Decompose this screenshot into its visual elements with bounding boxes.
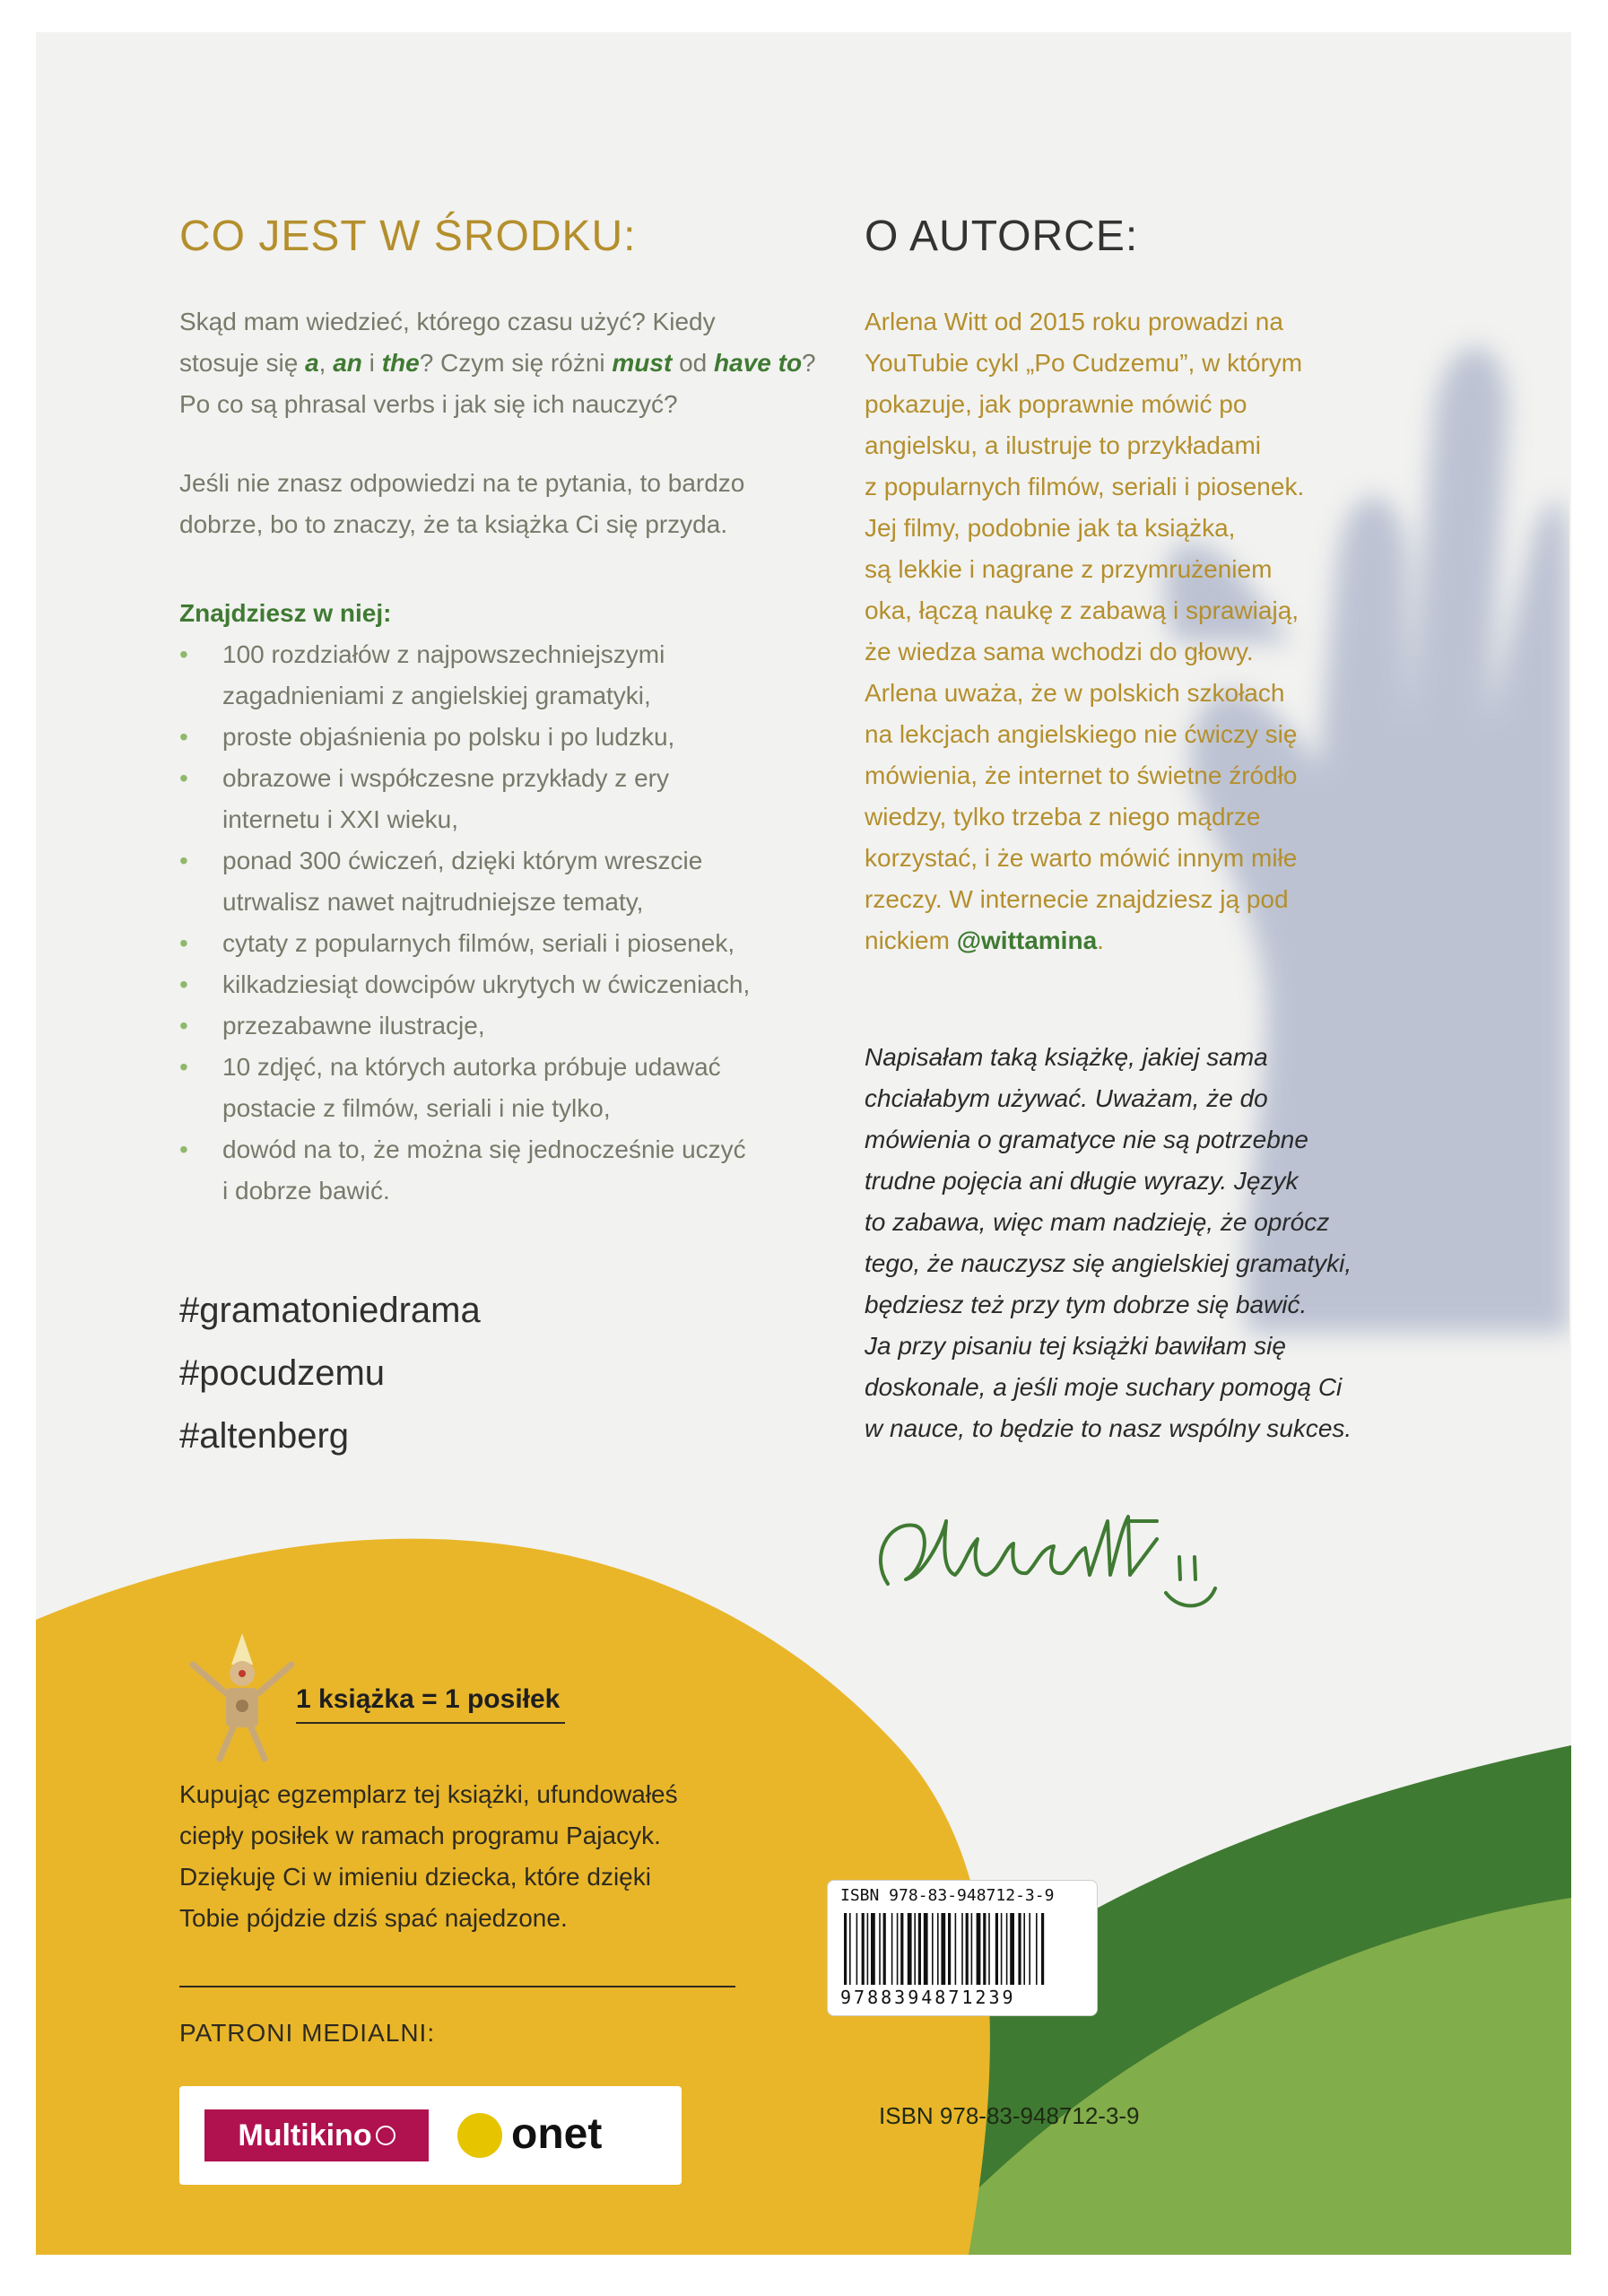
bio-line: Arlena Witt od 2015 roku prowadzi na (865, 308, 1283, 335)
barcode-bar (897, 1913, 899, 1985)
feature-item-line: • cytaty z popularnych filmów, seriali i piosenek, (222, 929, 735, 957)
bio-line: oka, łączą naukę z zabawą i sprawiają, (865, 596, 1299, 624)
isbn-label-top: ISBN 978-83-948712-3-9 (840, 1886, 1055, 1905)
feature-item-line: • dowód na to, że można się jednocześnie uczyć (222, 1135, 746, 1163)
quote-line: doskonale, a jeśli moje suchary pomogą Ci (865, 1373, 1343, 1401)
onet-logo-text: onet (511, 2110, 603, 2158)
barcode-bar (1029, 1913, 1030, 1985)
author-heading: O AUTORCE: (865, 213, 1139, 260)
intro-line-3: Po co są phrasal verbs i jak się ich nauczyć? (179, 390, 678, 418)
feature-item (179, 1005, 879, 1047)
charity-badge (296, 1684, 565, 1724)
feature-item-line: zagadnieniami z angielskiej gramatyki, (222, 682, 651, 709)
feature-item-line: i dobrze bawić. (222, 1177, 390, 1205)
inside-heading: CO JEST W ŚRODKU: (179, 213, 637, 260)
barcode-bar (1006, 1913, 1008, 1985)
barcode-bar (1010, 1913, 1014, 1985)
isbn-bottom: ISBN 978-83-948712-3-9 (879, 2102, 1140, 2129)
barcode-bar (995, 1913, 998, 1985)
barcode-bar (883, 1913, 886, 1985)
bio-line: pokazuje, jak poprawnie mówić po (865, 390, 1247, 418)
author-signature (861, 1485, 1238, 1620)
hashtag-3: #altenberg (179, 1416, 350, 1456)
onet-logo-dot-icon (457, 2113, 502, 2158)
author-quote (865, 1037, 1510, 1449)
term-a: a (305, 349, 319, 377)
term-an: an (333, 349, 362, 377)
charity-badge-text: 1 książka = 1 posiłek (296, 1684, 561, 1714)
feature-item-line: internetu i XXI wieku, (222, 805, 459, 833)
barcode-icon (840, 1913, 1084, 1985)
divider-line (179, 1986, 735, 1987)
bio-line: że wiedza sama wchodzi do głowy. (865, 638, 1254, 665)
quote-line: chciałabym używać. Uważam, że do (865, 1084, 1268, 1112)
pajacyk-puppet-illustration (179, 1629, 305, 1763)
multikino-plus-icon (376, 2126, 395, 2145)
bio-line: rzeczy. W internecie znajdziesz ją pod (865, 885, 1289, 913)
barcode-bar (955, 1913, 957, 1985)
barcode-bar (977, 1913, 981, 1985)
barcode-bar (961, 1913, 963, 1985)
hashtag-1: #gramatoniedrama (179, 1291, 481, 1330)
media-patrons-logos (179, 2086, 682, 2185)
barcode-bar (971, 1913, 973, 1985)
barcode-bar (983, 1913, 986, 1985)
barcode-bar (948, 1913, 951, 1985)
feature-item-line: utrwalisz nawet najtrudniejsze tematy, (222, 888, 644, 916)
feature-item-line: • ponad 300 ćwiczeń, dzięki którym wreszcie (222, 847, 703, 874)
barcode-bar (932, 1913, 934, 1985)
feature-item-line: postacie z filmów, seriali i nie tylko, (222, 1094, 611, 1122)
quote-line: mówienia o gramatyce nie są potrzebne (865, 1126, 1308, 1153)
feature-item-line: • 100 rozdziałów z najpowszechniejszymi (222, 640, 665, 668)
intro-line-2: stosuje się a, an i the? Czym się różni must od have to? (179, 349, 816, 377)
intro-paragraph (179, 301, 861, 425)
barcode-bar (844, 1913, 847, 1985)
quote-line: Ja przy pisaniu tej książki bawiłam się (865, 1332, 1286, 1360)
barcode-bar (862, 1913, 865, 1985)
barcode-bar (1023, 1913, 1025, 1985)
feature-item-line: • kilkadziesiąt dowcipów ukrytych w ćwiczeniach, (222, 970, 751, 998)
charity-line: ciepły posiłek w ramach programu Pajacyk. (179, 1822, 661, 1849)
barcode-bar (879, 1913, 881, 1985)
barcode-bar (1018, 1913, 1021, 1985)
bio-line: YouTubie cykl „Po Cudzemu”, w którym (865, 349, 1303, 377)
quote-line: Napisałam taką książkę, jakiej sama (865, 1043, 1268, 1071)
barcode-bar (941, 1913, 945, 1985)
bio-line: korzystać, i że warto mówić innym miłe (865, 844, 1298, 872)
barcode-bar (891, 1913, 893, 1985)
hashtags (179, 1279, 481, 1467)
feature-item (179, 840, 879, 923)
patrons-label: PATRONI MEDIALNI: (179, 2019, 436, 2047)
barcode-bar (856, 1913, 858, 1985)
second-paragraph: Jeśli nie znasz odpowiedzi na te pytania, to bardzo dobrze, bo to znaczy, że ta książka Ci się przyda. (179, 469, 745, 538)
feature-item-line: • proste objaśnienia po polsku i po ludzku, (222, 723, 675, 751)
feature-item-line: • przezabawne ilustracje, (222, 1012, 485, 1039)
bio-line: z popularnych filmów, seriali i piosenek. (865, 473, 1305, 500)
feature-item-line: • 10 zdjęć, na których autorka próbuje udawać (222, 1053, 721, 1081)
bio-line: na lekcjach angielskiego nie ćwiczy się (865, 720, 1298, 748)
charity-text (179, 1774, 807, 1939)
barcode-bar (914, 1913, 916, 1985)
charity-line: Kupując egzemplarz tej książki, ufundowałeś (179, 1780, 678, 1808)
isbn-barcode-label (827, 1880, 1098, 2016)
barcode-bar (900, 1913, 903, 1985)
author-nickname: @wittamina (956, 926, 1098, 954)
bio-line: Arlena uważa, że w polskich szkołach (865, 679, 1285, 707)
term-the: the (381, 349, 420, 377)
term-must: must (612, 349, 673, 377)
barcode-bar (918, 1913, 921, 1985)
barcode-bar (988, 1913, 990, 1985)
barcode-bar (867, 1913, 869, 1985)
feature-item (179, 1129, 879, 1212)
multikino-logo: Multikino (204, 2109, 429, 2161)
list-title: Znajdziesz w niej: (179, 599, 392, 627)
feature-item (179, 923, 879, 964)
feature-item (179, 1047, 879, 1129)
barcode-bar (871, 1913, 875, 1985)
quote-line: w nauce, to będzie to nasz wspólny sukces. (865, 1414, 1352, 1442)
author-bio (865, 301, 1510, 961)
barcode-bar (849, 1913, 851, 1985)
charity-line: Dziękuję Ci w imieniu dziecka, które dzięki (179, 1863, 651, 1891)
bio-line: angielsku, a ilustruje to przykładami (865, 431, 1261, 459)
term-have-to: have to (714, 349, 803, 377)
features-list (179, 634, 879, 1212)
bio-line: są lekkie i nagrane z przymrużeniem (865, 555, 1273, 583)
charity-line: Tobie pójdzie dziś spać najedzone. (179, 1904, 568, 1932)
barcode-bar (937, 1913, 939, 1985)
book-back-cover (36, 32, 1571, 2255)
barcode-bar (924, 1913, 928, 1985)
quote-line: to zabawa, więc mam nadzieję, że oprócz (865, 1208, 1330, 1236)
barcode-bar (1036, 1913, 1038, 1985)
bio-line: Jej filmy, podobnie jak ta książka, (865, 514, 1236, 542)
bio-line: nickiem @wittamina. (865, 926, 1104, 954)
barcode-bar (1001, 1913, 1003, 1985)
bio-line: wiedzy, tylko trzeba z niego mądrze (865, 803, 1261, 831)
quote-line: tego, że nauczysz się angielskiej gramatyki, (865, 1249, 1352, 1277)
feature-item (179, 964, 879, 1005)
feature-item-line: • obrazowe i współczesne przykłady z ery (222, 764, 669, 792)
barcode-bar (908, 1913, 912, 1985)
barcode-bar (966, 1913, 969, 1985)
hashtag-2: #pocudzemu (179, 1353, 386, 1393)
quote-line: trudne pojęcia ani długie wyrazy. Język (865, 1167, 1299, 1195)
quote-line: będziesz też przy tym dobrze się bawić. (865, 1291, 1308, 1318)
feature-item (179, 634, 879, 717)
feature-item (179, 717, 879, 758)
bio-line: mówienia, że internet to świetne źródło (865, 761, 1298, 789)
barcode-digits: 9788394871239 (840, 1987, 1016, 2008)
feature-item (179, 758, 879, 840)
barcode-bar (1041, 1913, 1044, 1985)
intro-line-1: Skąd mam wiedzieć, którego czasu użyć? Kiedy (179, 308, 716, 335)
